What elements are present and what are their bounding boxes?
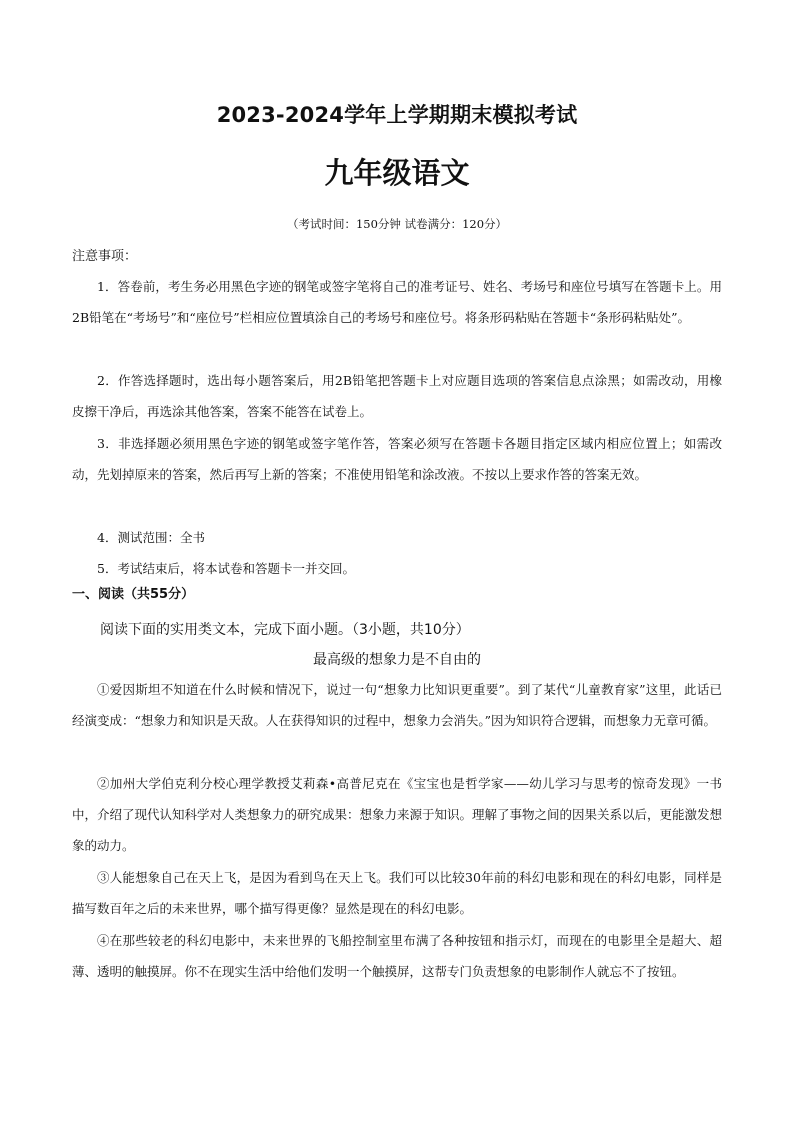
article-paragraph-4: ④在那些较老的科幻电影中，未来世界的飞船控制室里布满了各种按钮和指示灯，而现在的电影里全是超大、超薄、透明的触摸屏。你不在现实生活中给他们发明一个触摸屏，这帮专门负责想象的电影制作人就忘不了按钮。 <box>72 933 722 979</box>
section-heading: 一、阅读（共55分） <box>72 587 195 602</box>
exam-title: 2023-2024学年上学期期末模拟考试 <box>216 103 578 127</box>
reading-instruction: 阅读下面的实用类文本，完成下面小题。（3小题，共10分） <box>100 622 470 638</box>
notice-item-4: 4．测试范围：全书 <box>97 530 205 545</box>
article-title: 最高级的想象力是不自由的 <box>313 652 481 668</box>
article-paragraph-1: ①爱因斯坦不知道在什么时候和情况下，说过一句“想象力比知识更重要”。到了某代“儿童教育家”这里，此话已经演变成：“想象力和知识是天敌。人在获得知识的过程中，想象力会消失。”因为知识符合逻辑，而想象力无章可循。 <box>72 682 722 728</box>
notice-item-3: 3．非选择题必须用黑色字迹的钢笔或签字笔作答，答案必须写在答题卡各题目指定区域内相应位置上；如需改动，先划掉原来的答案，然后再写上新的答案；不准使用铅笔和涂改液。不按以上要求作答的答案无效。 <box>72 436 722 482</box>
exam-meta: （考试时间：150分钟 试卷满分：120分） <box>286 217 508 231</box>
notice-heading: 注意事项： <box>72 249 138 264</box>
article-paragraph-3: ③人能想象自己在天上飞，是因为看到鸟在天上飞。我们可以比较30年前的科幻电影和现在的科幻电影，同样是描写数百年之后的未来世界，哪个描写得更像？显然是现在的科幻电影。 <box>72 870 722 916</box>
exam-subject-title: 九年级语文 <box>324 156 470 190</box>
article-paragraph-2: ②加州大学伯克利分校心理学教授艾莉森•高普尼克在《宝宝也是哲学家——幼儿学习与思考的惊奇发现》一书中，介绍了现代认知科学对人类想象力的研究成果：想象力来源于知识。理解了事物之间的因果关系以后，更能激发想象的动力。 <box>72 776 723 853</box>
notice-item-1: 1．答卷前，考生务必用黑色字迹的钢笔或签字笔将自己的准考证号、姓名、考场号和座位号填写在答题卡上。用2B铅笔在“考场号”和“座位号”栏相应位置填涂自己的考场号和座位号。将条形码粘贴在答题卡“条形码粘贴处”。 <box>72 279 722 325</box>
notice-item-5: 5．考试结束后，将本试卷和答题卡一并交回。 <box>97 561 355 576</box>
notice-item-2: 2．作答选择题时，选出每小题答案后，用2B铅笔把答题卡上对应题目选项的答案信息点涂黑；如需改动，用橡皮擦干净后，再选涂其他答案，答案不能答在试卷上。 <box>72 373 722 419</box>
